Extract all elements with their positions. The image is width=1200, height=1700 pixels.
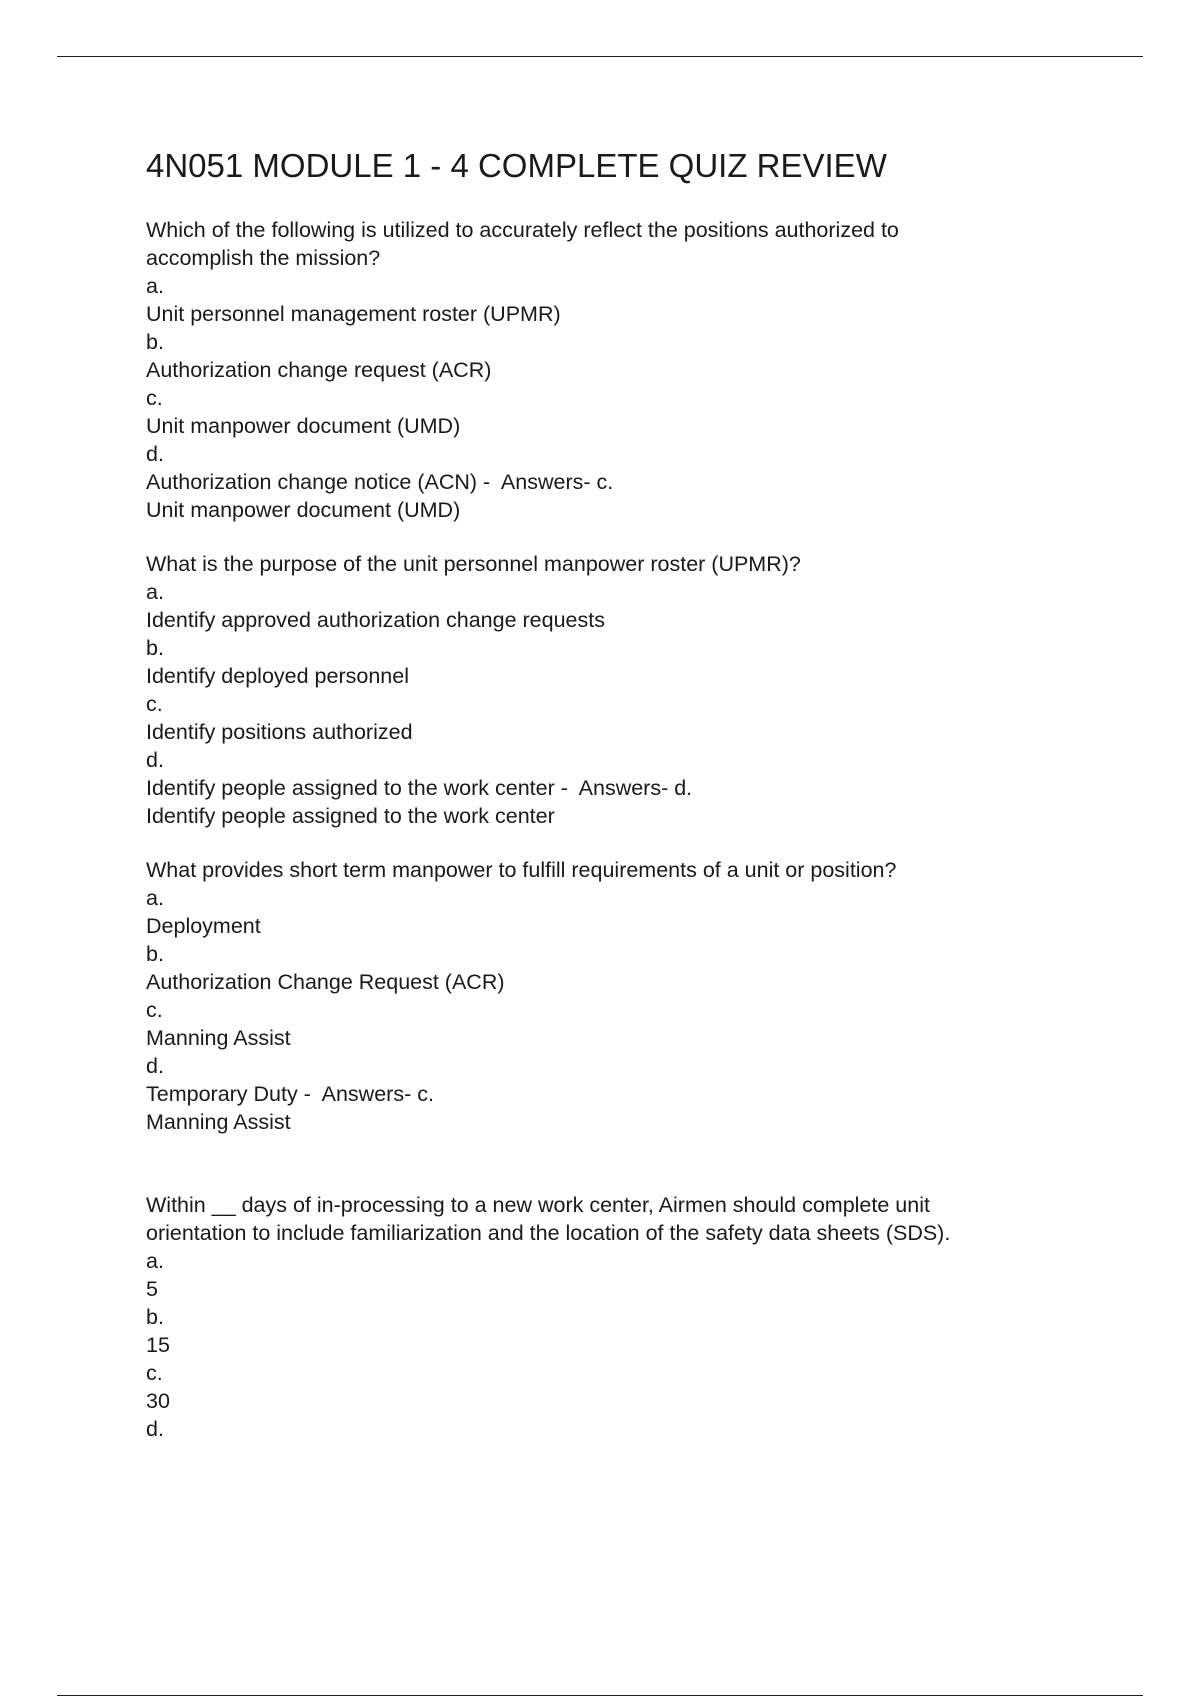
- question-list: [146, 216, 1076, 1443]
- option-label: a.: [146, 886, 164, 910]
- option-text-with-answer: Temporary Duty - Answers- c.: [146, 1082, 434, 1106]
- option-text: 30: [146, 1389, 170, 1413]
- option-text: 15: [146, 1333, 170, 1357]
- question-text-line: orientation to include familiarization and the location of the safety data sheets (SDS).: [146, 1221, 951, 1245]
- option-text: 5: [146, 1277, 158, 1301]
- question-text-line: Within __ days of in-processing to a new work center, Airmen should complete unit: [146, 1193, 930, 1217]
- question-text-line: What is the purpose of the unit personnel manpower roster (UPMR)?: [146, 552, 801, 576]
- option-text: Authorization change request (ACR): [146, 358, 492, 382]
- option-label: a.: [146, 580, 164, 604]
- answer-text: Manning Assist: [146, 1110, 291, 1134]
- question-1: [146, 216, 1076, 524]
- question-text-line: Which of the following is utilized to accurately reflect the positions authorized to: [146, 218, 899, 242]
- option-label: c.: [146, 386, 163, 410]
- question-4: [146, 1191, 1076, 1443]
- option-text: Deployment: [146, 914, 261, 938]
- question-text-line: What provides short term manpower to fulfill requirements of a unit or position?: [146, 858, 897, 882]
- question-spacer: [146, 830, 1076, 856]
- bottom-rule: [57, 1695, 1143, 1696]
- question-spacer: [146, 1136, 1076, 1191]
- option-label: b.: [146, 942, 164, 966]
- option-label: c.: [146, 1361, 163, 1385]
- document-title: 4N051 MODULE 1 - 4 COMPLETE QUIZ REVIEW: [146, 147, 887, 184]
- document-page: [146, 146, 1076, 1443]
- option-text-with-answer: Authorization change notice (ACN) - Answers- c.: [146, 470, 614, 494]
- option-text: Authorization Change Request (ACR): [146, 970, 505, 994]
- answer-text: Unit manpower document (UMD): [146, 498, 461, 522]
- option-label: c.: [146, 692, 163, 716]
- option-text-with-answer: Identify people assigned to the work center - Answers- d.: [146, 776, 693, 800]
- option-label: a.: [146, 274, 164, 298]
- option-label: c.: [146, 998, 163, 1022]
- option-label: b.: [146, 330, 164, 354]
- answer-text: Identify people assigned to the work center: [146, 804, 555, 828]
- option-text: Unit manpower document (UMD): [146, 414, 461, 438]
- question-text-line: accomplish the mission?: [146, 246, 381, 270]
- option-text: Manning Assist: [146, 1026, 291, 1050]
- option-text: Unit personnel management roster (UPMR): [146, 302, 561, 326]
- option-text: Identify positions authorized: [146, 720, 413, 744]
- option-text: Identify approved authorization change requests: [146, 608, 605, 632]
- option-text: Identify deployed personnel: [146, 664, 409, 688]
- option-label: d.: [146, 442, 164, 466]
- question-2: [146, 550, 1076, 830]
- option-label: d.: [146, 1054, 164, 1078]
- question-3: [146, 856, 1076, 1136]
- option-label: d.: [146, 1417, 164, 1441]
- option-label: b.: [146, 1305, 164, 1329]
- option-label: b.: [146, 636, 164, 660]
- question-spacer: [146, 524, 1076, 550]
- option-label: a.: [146, 1249, 164, 1273]
- option-label: d.: [146, 748, 164, 772]
- top-rule: [57, 56, 1143, 57]
